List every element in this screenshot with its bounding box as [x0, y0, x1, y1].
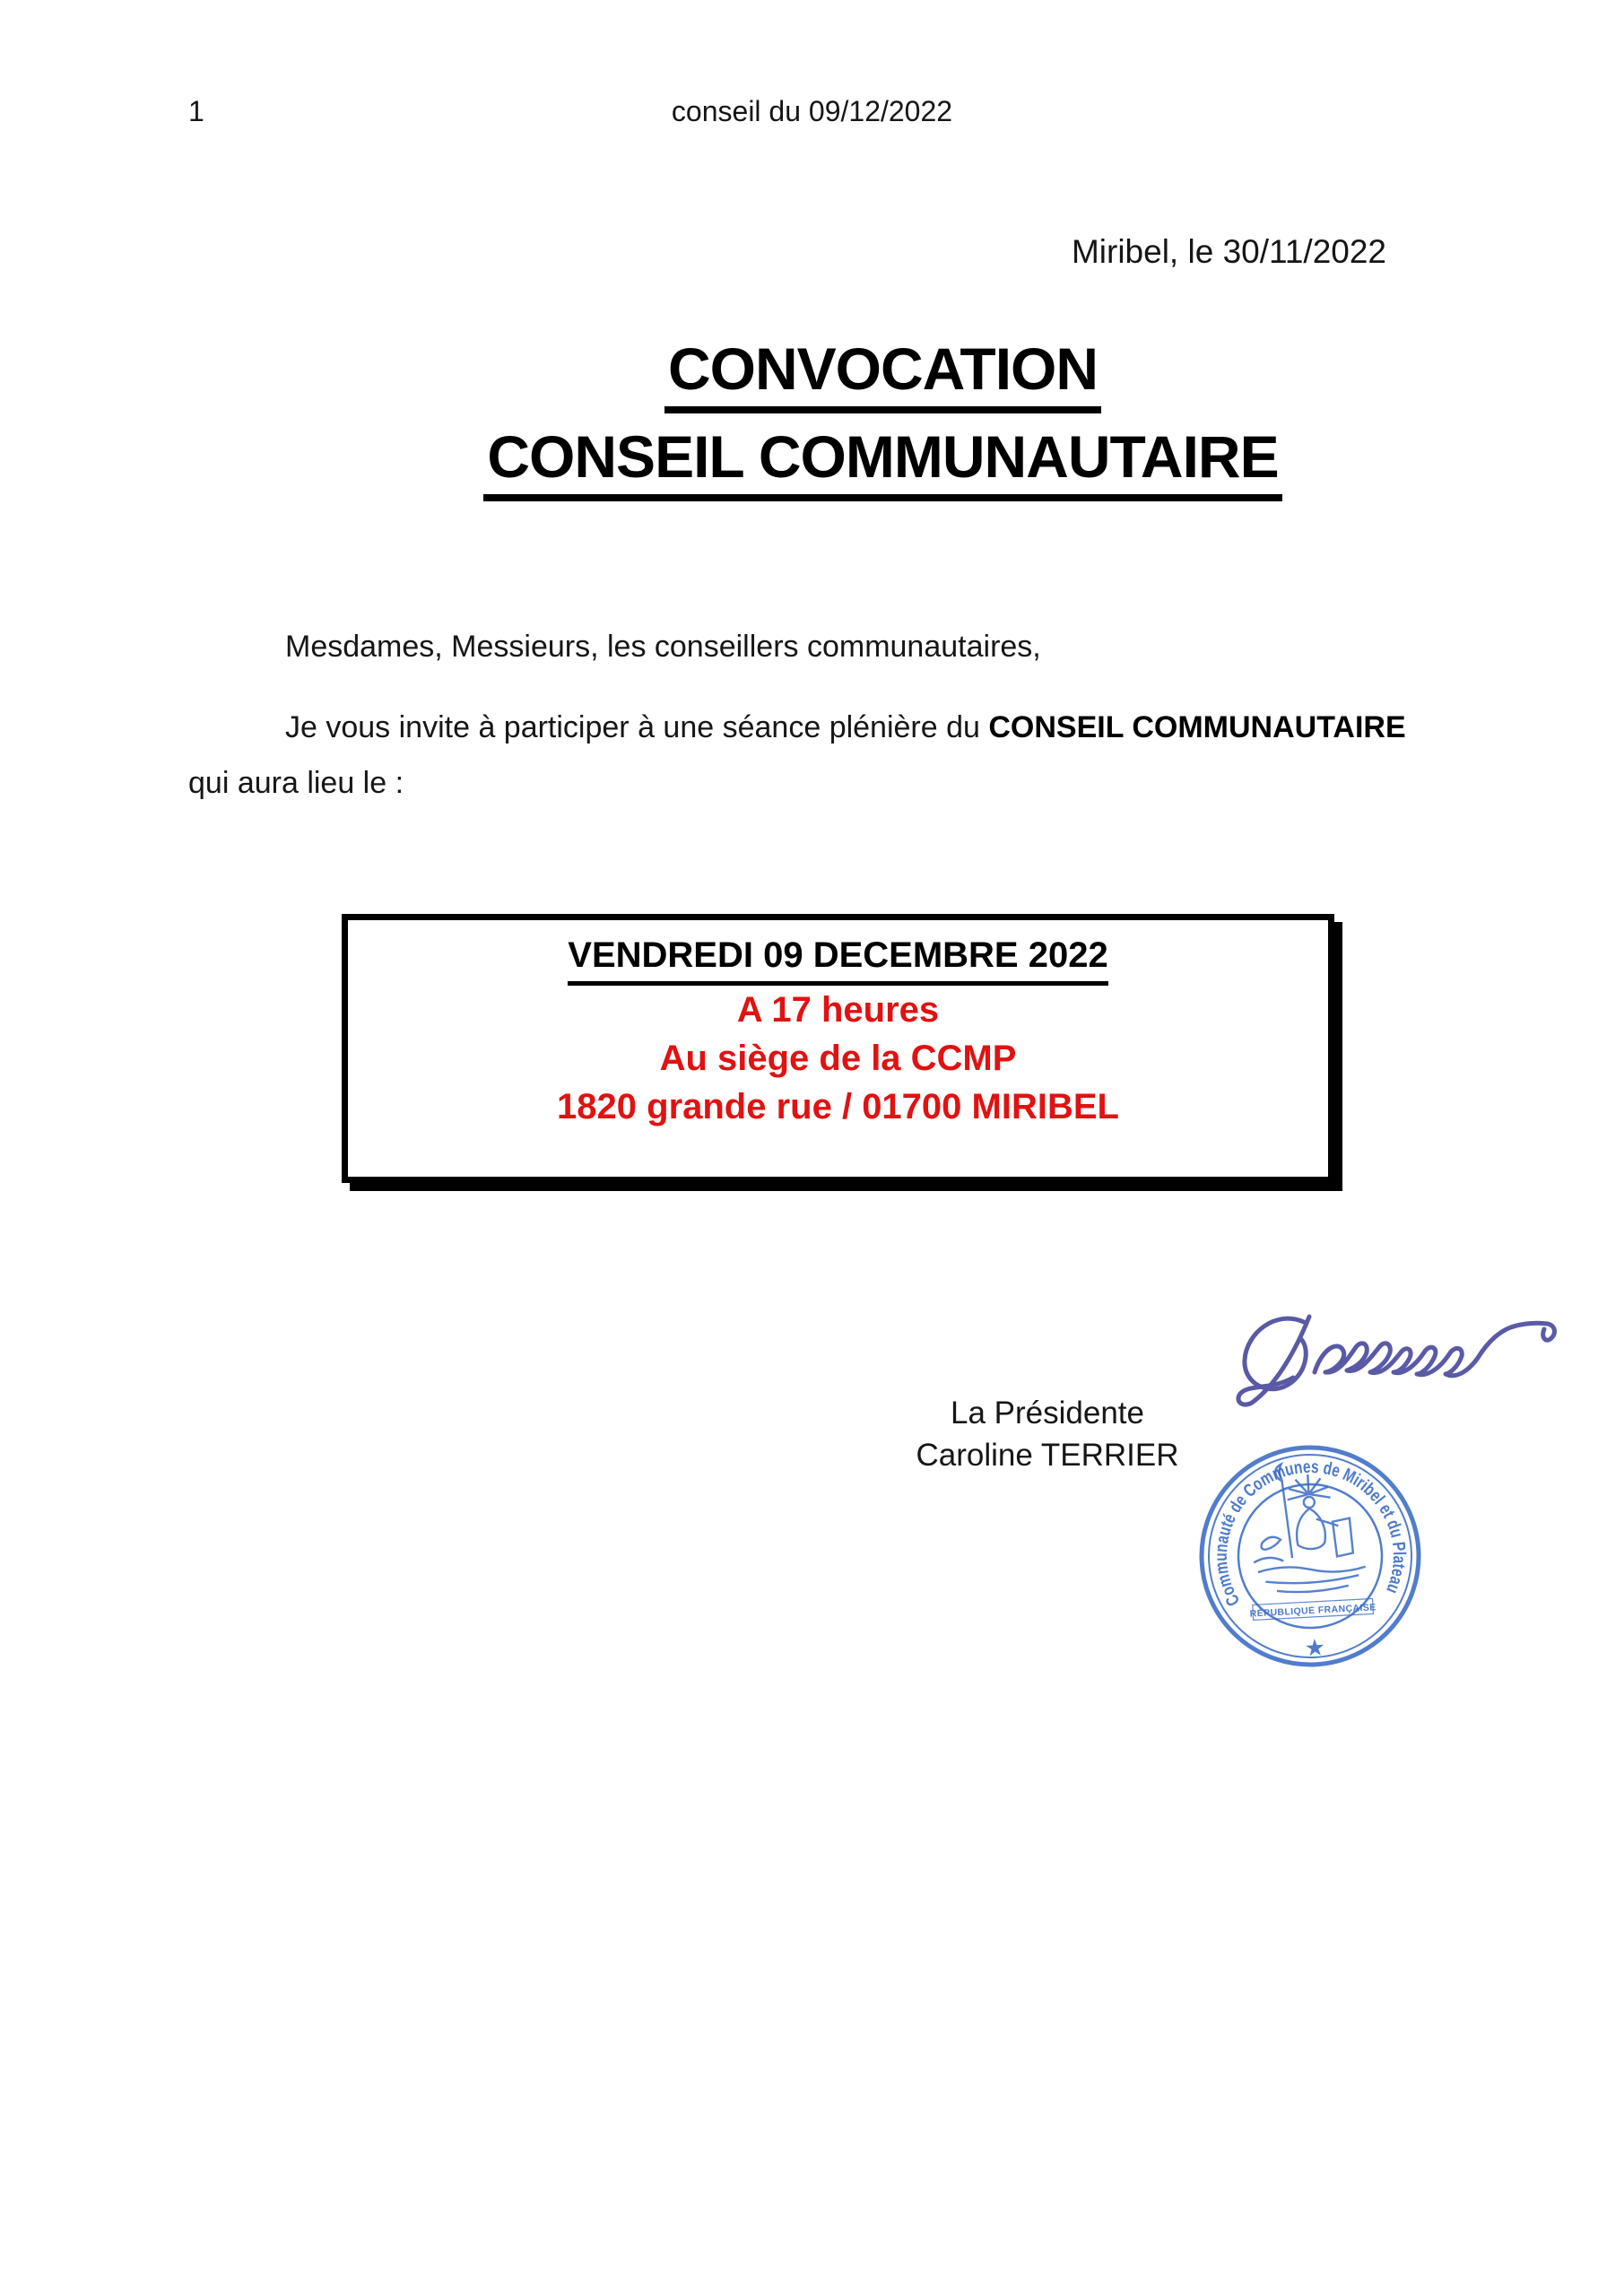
official-stamp: [1186, 1427, 1434, 1684]
signoff-name: Caroline TERRIER: [916, 1438, 1179, 1473]
invitation-line: [285, 710, 1406, 745]
meeting-date-line: [348, 931, 1328, 986]
signoff-role: La Présidente: [951, 1396, 1144, 1431]
invitation-text: Je vous invite à participer à une séance plénière du: [285, 710, 989, 744]
stamp-banner-text: RÉPUBLIQUE FRANÇAISE: [1249, 1602, 1376, 1620]
header-page-number: 1: [188, 95, 204, 127]
invitation-continuation: qui aura lieu le :: [188, 766, 404, 800]
main-title: [142, 337, 1624, 513]
handwritten-signature: [1227, 1308, 1571, 1437]
stamp-second-ring: [1203, 1449, 1417, 1663]
signature-flourish-stroke: [1238, 1317, 1309, 1405]
meeting-address-line: 1820 grande rue / 01700 MIRIBEL: [557, 1087, 1119, 1126]
salutation-line: Mesdames, Messieurs, les conseillers communautaires,: [285, 630, 1041, 664]
title-line-2: [142, 425, 1624, 505]
meeting-details-box: [342, 914, 1334, 1183]
meeting-time-line: A 17 heures: [736, 990, 940, 1030]
title-line-1: [142, 337, 1624, 417]
header-running-title: conseil du 09/12/2022: [671, 95, 953, 127]
invitation-emphasis: CONSEIL COMMUNAUTAIRE: [988, 710, 1406, 744]
signature-scribble-stroke: [1315, 1323, 1554, 1376]
stamp-ring-text: Communauté de Communes de Miribel et du Plateau: [1211, 1457, 1410, 1610]
title-line-2-text: CONSEIL COMMUNAUTAIRE: [483, 425, 1281, 501]
meeting-place-line: Au siège de la CCMP: [659, 1039, 1017, 1078]
title-line-1-text: CONVOCATION: [664, 337, 1101, 413]
stamp-star: ★: [1303, 1633, 1326, 1662]
place-date-line: Miribel, le 30/11/2022: [1071, 233, 1386, 270]
meeting-date-text: VENDREDI 09 DECEMBRE 2022: [568, 931, 1107, 986]
